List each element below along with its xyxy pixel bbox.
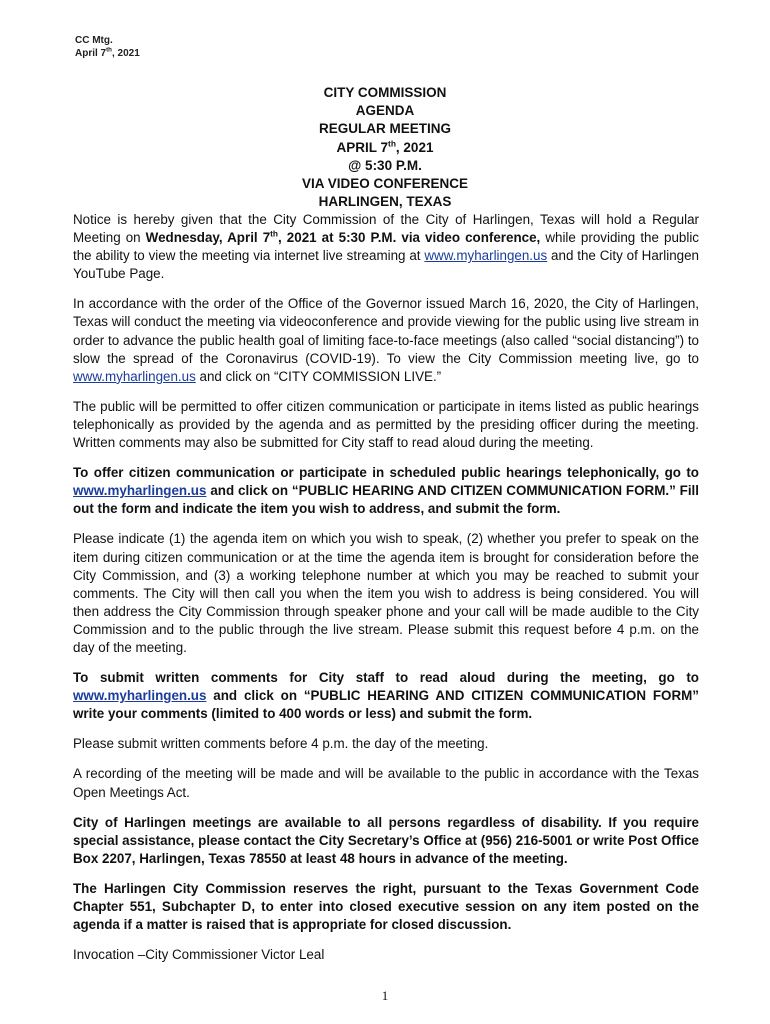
myharlingen-link[interactable]: www.myharlingen.us [73,368,196,384]
stamp-date-suffix: th [106,46,112,54]
myharlingen-link[interactable]: www.myharlingen.us [73,483,207,499]
header-line-5: @ 5:30 P.M. [348,157,422,173]
speaking-request-paragraph: Please indicate (1) the agenda item on which you wish to speak, (2) whether you prefer to speak on the item during citizen communication or at the time the agenda item is brought for consideration before the City Commission, and (3) a working telephone number at which you may be reached to submit your comments. The City will then call you when the item you wish to address is being considered. You will then address the City Commission through speaker phone and your call will be made audible to the City Commission and to the public through the live stream. Please submit this request before 4 p.m. on the day of the meeting. [73,531,699,655]
telephonic-text-end: and click on “PUBLIC HEARING AND CITIZEN COMMUNICATION FORM.” Fill out the form and indicate the item you wish to address, and submit the form. [73,483,699,517]
stamp-line-2 [75,47,140,60]
agenda-body [73,211,699,976]
stamp-date: April 7 [75,48,107,59]
notice-date-bold [146,230,541,245]
deadline-paragraph: Please submit written comments before 4 p.m. the day of the meeting. [73,736,489,752]
notice-text-c: while providing the public the ability to view the meeting via internet live streaming at [73,230,699,264]
header-year: , 2021 [395,139,434,155]
notice-paragraph [73,211,699,283]
written-comments-paragraph [73,669,699,723]
invocation-line: Invocation –City Commissioner Victor Leal [73,947,325,963]
page-number: 1 [381,988,389,1003]
governor-order-paragraph [73,295,699,385]
header-line-7: HARLINGEN, TEXAS [318,194,452,210]
accessibility-paragraph: City of Harlingen meetings are available to all persons regardless of disability. If you require special assistance, please contact the City Secretary’s Office at (956) 216-5001 or write Post Office Box 2207, Harlingen, Texas 78550 at least 48 hours in advance of the meeting. [73,814,699,866]
stamp-line-1: CC Mtg. [75,35,113,46]
notice-date-suffix: th [270,228,279,239]
written-comments-text-end: and click on “PUBLIC HEARING AND CITIZEN COMMUNICATION FORM” write your comments (limited to 400 words or less) and submit the form. [73,688,699,722]
governor-order-text-end: and click on “CITY COMMISSION LIVE.” [195,368,442,384]
header-line-2: AGENDA [355,103,415,119]
written-comments-text: To submit written comments for City staff to read aloud during the meeting, go to [73,670,699,686]
notice-text-d: and the City of Harlingen YouTube Page. [73,248,699,282]
telephonic-text: To offer citizen communication or participate in scheduled public hearings telephonically, go to [73,465,699,481]
executive-session-paragraph: The Harlingen City Commission reserves the right, pursuant to the Texas Government Code Chapter 551, Subchapter D, to enter into closed executive session on any item posted on the agenda if a matter is raised that is appropriate for closed discussion. [73,880,699,933]
header-line-3: REGULAR MEETING [318,121,451,137]
telephonic-instructions-paragraph [73,464,699,518]
header-line-6: VIA VIDEO CONFERENCE [301,176,469,192]
notice-text-a: Notice is hereby given that the City Commission of the City of Harlingen, Texas will hold a Regular Meeting on [73,212,699,246]
notice-time: , 2021 at 5:30 P.M. via video conference, [278,230,541,246]
myharlingen-link[interactable]: www.myharlingen.us [424,248,548,264]
meeting-stamp [75,34,140,60]
header-date-suffix: th [388,138,396,149]
header-line-4 [0,139,770,157]
header-date: APRIL 7 [336,139,389,155]
agenda-header [0,84,770,211]
recording-paragraph: A recording of the meeting will be made and will be available to the public in accordance with the Texas Open Meetings Act. [73,766,699,800]
public-participation-paragraph: The public will be permitted to offer citizen communication or participate in items listed as public hearings telephonically as provided by the agenda and as permitted by the presiding officer during the meeting. Written comments may also be submitted for City staff to read aloud during the meeting. [73,398,699,451]
notice-date: Wednesday, April 7 [145,230,271,246]
stamp-year: , 2021 [111,48,140,59]
myharlingen-link[interactable]: www.myharlingen.us [73,688,207,704]
governor-order-text: In accordance with the order of the Office of the Governor issued March 16, 2020, the City of Harlingen, Texas will conduct the meeting via videoconference and provide viewing for the public using live stream in order to advance the public health goal of limiting face-to-face meetings (also called “social distancing”) to slow the spread of the Coronavirus (COVID-19). To view the City Commission meeting live, go to [73,296,699,366]
header-line-1: CITY COMMISSION [323,85,447,100]
